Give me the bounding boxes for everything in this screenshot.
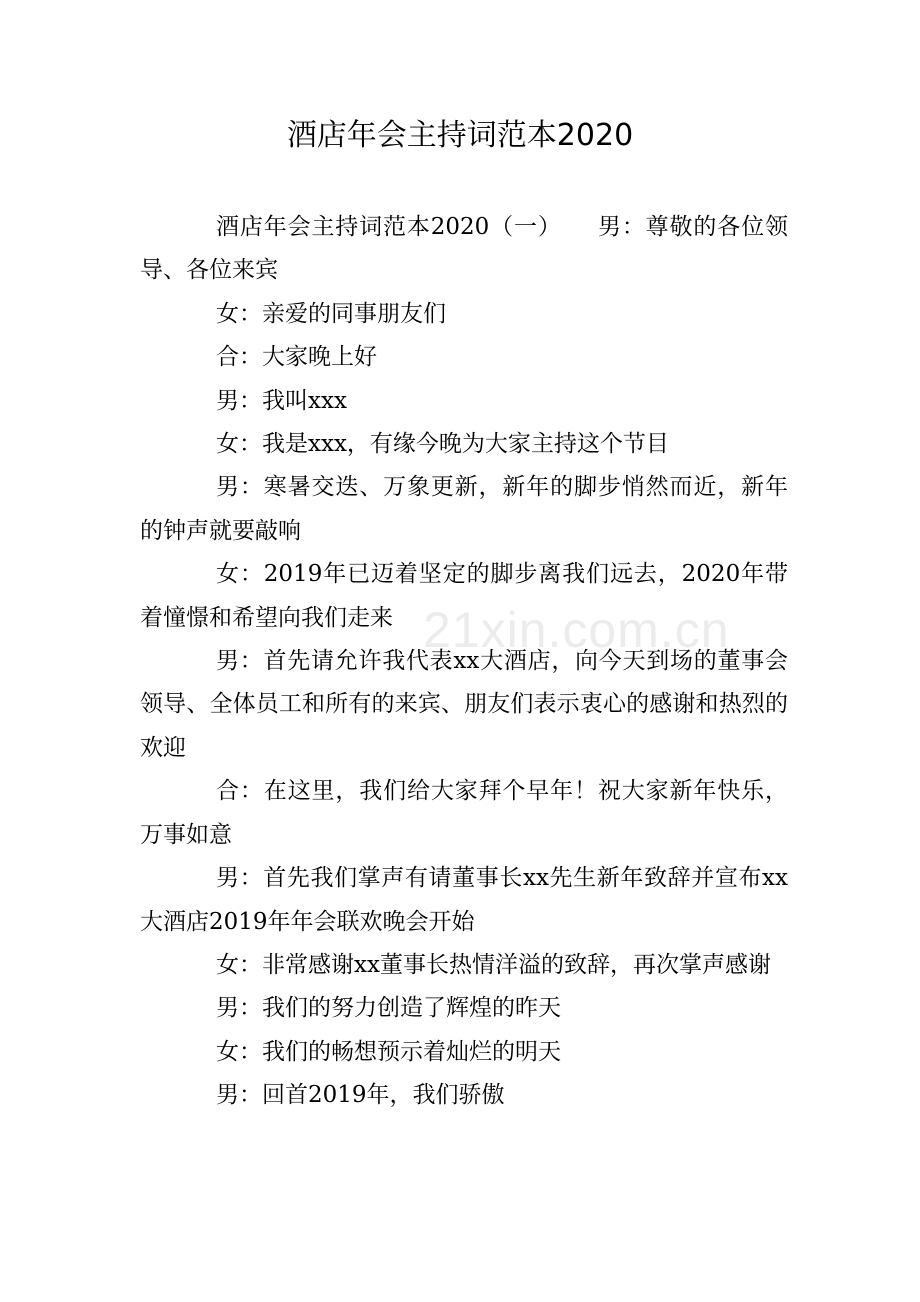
document-title: 酒店年会主持词范本2020 — [286, 118, 634, 153]
paragraph: 男：寒暑交迭、万象更新，新年的脚步悄然而近，新年的钟声就要敲响 — [140, 474, 788, 544]
paragraph: 酒店年会主持词范本2020（一） 男：尊敬的各位领导、各位来宾 — [140, 214, 788, 284]
paragraph: 合：在这里，我们给大家拜个早年！祝大家新年快乐，万事如意 — [140, 778, 788, 848]
paragraph: 男：我叫xxx — [216, 387, 347, 414]
paragraph: 女：非常感谢xx董事长热情洋溢的致辞，再次掌声感谢 — [216, 951, 771, 978]
document-body — [140, 206, 788, 1118]
paragraph: 男：我们的努力创造了辉煌的昨天 — [216, 995, 561, 1022]
watermark: 21xin.com.cn — [423, 602, 730, 658]
paragraph: 女：我是xxx，有缘今晚为大家主持这个节目 — [216, 431, 669, 458]
paragraph: 男：首先我们掌声有请董事长xx先生新年致辞并宣布xx大酒店2019年年会联欢晚会开始 — [140, 865, 788, 935]
paragraph: 女：2019年已迈着坚定的脚步离我们远去，2020年带着憧憬和希望向我们走来 — [140, 561, 788, 631]
paragraph: 男：回首2019年，我们骄傲 — [216, 1082, 505, 1109]
paragraph: 女：亲爱的同事朋友们 — [216, 300, 446, 327]
paragraph: 合：大家晚上好 — [216, 344, 377, 371]
paragraph: 女：我们的畅想预示着灿烂的明天 — [216, 1038, 561, 1065]
paragraph: 男：首先请允许我代表xx大酒店，向今天到场的董事会领导、全体员工和所有的来宾、朋友们表示衷心的感谢和热烈的欢迎 — [140, 648, 788, 761]
